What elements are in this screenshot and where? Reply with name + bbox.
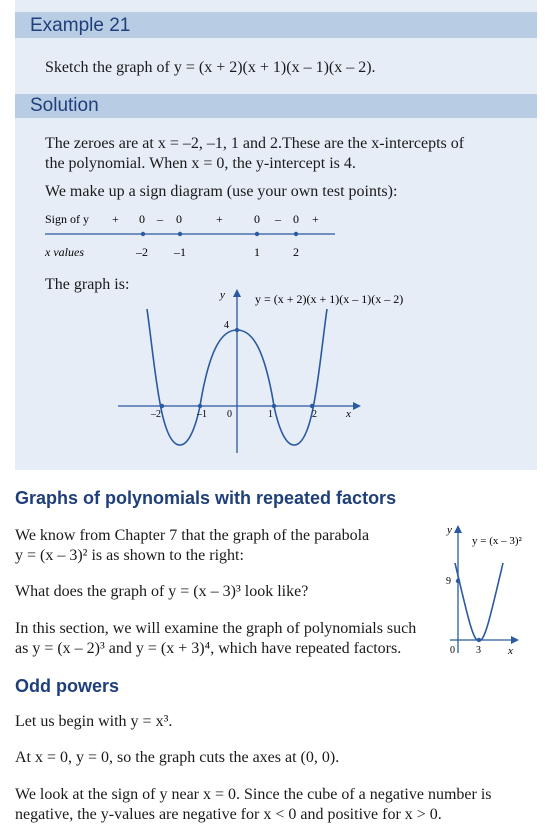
sign-6: 0 [254, 212, 260, 226]
sign-8: 0 [293, 212, 299, 226]
sign-diagram-intro: We make up a sign diagram (use your own test points): [45, 183, 398, 200]
graph1-equation: y = (x + 2)(x + 1)(x – 1)(x – 2) [255, 292, 404, 306]
sign-4: 0 [176, 212, 182, 226]
odd-p3-line2: negative, the y-values are negative for x < 0 and positive for x > 0. [15, 806, 442, 823]
sign-7: – [275, 212, 281, 226]
x-axis-label: x [346, 408, 351, 420]
x-tick-label: 1 [268, 409, 273, 420]
section-p1-line2: y = (x – 3)² is as shown to the right: [15, 547, 244, 564]
y-axis-arrow [233, 289, 241, 297]
graph2-equation: y = (x – 3)² [472, 535, 522, 547]
sign-diagram [40, 206, 340, 266]
x-intercept-dot [310, 404, 314, 408]
origin-label: 0 [450, 645, 455, 656]
y-intercept-label: 9 [446, 576, 451, 587]
example-title: Example 21 [30, 15, 131, 36]
graph-intro: The graph is: [45, 276, 130, 293]
y-intercept-dot [456, 579, 460, 583]
zero-dot [178, 232, 182, 236]
zero-dot [255, 232, 259, 236]
x-axis-arrow [353, 402, 361, 410]
y-intercept-label: 4 [224, 320, 229, 331]
solution-line-1: The zeroes are at x = –2, –1, 1 and 2.These are the x-intercepts of [45, 135, 465, 152]
x-value-1: –2 [136, 245, 148, 259]
section-p1-line1: We know from Chapter 7 that the graph of the parabola [15, 527, 370, 544]
sign-2: 0 [139, 212, 145, 226]
y-axis-arrow [454, 525, 462, 533]
sign-3: – [157, 212, 163, 226]
x-value-4: 2 [293, 245, 299, 259]
sign-1: + [112, 212, 119, 226]
sign-9: + [312, 212, 319, 226]
y-axis-label: y [447, 524, 452, 536]
y-intercept-dot [235, 328, 239, 332]
x-tick-label: 2 [312, 409, 317, 420]
x-tick-label: 3 [476, 645, 481, 656]
quartic-graph [110, 285, 440, 460]
sign-label: Sign of y [45, 212, 90, 226]
zero-dot [141, 232, 145, 236]
x-intercept-dot [160, 404, 164, 408]
odd-p1: Let us begin with y = x³. [15, 713, 173, 730]
x-values-label: x values [45, 245, 84, 259]
parabola-curve [455, 563, 503, 641]
odd-p3-line1: We look at the sign of y near x = 0. Since the cube of a negative number is [15, 786, 492, 803]
section-p3-line1: In this section, we will examine the graph of polynomials such [15, 620, 417, 637]
zero-dot [294, 232, 298, 236]
section-heading: Graphs of polynomials with repeated factors [15, 488, 397, 508]
example-problem: Sketch the graph of y = (x + 2)(x + 1)(x – 1)(x – 2). [45, 59, 376, 76]
x-intercept-dot [272, 404, 276, 408]
section-p2: What does the graph of y = (x – 3)³ look like? [15, 583, 309, 600]
odd-powers-heading: Odd powers [15, 676, 120, 696]
x-value-3: 1 [254, 245, 260, 259]
x-axis-arrow [511, 636, 519, 644]
y-axis-label: y [220, 289, 225, 301]
solution-line-2: the polynomial. When x = 0, the y-intercept is 4. [45, 155, 356, 172]
sign-5: + [216, 212, 223, 226]
x-axis-label: x [508, 645, 513, 657]
solution-title: Solution [30, 95, 99, 116]
odd-p2: At x = 0, y = 0, so the graph cuts the axes at (0, 0). [15, 749, 340, 766]
parabola-graph [438, 518, 544, 663]
vertex-dot [477, 638, 481, 642]
x-value-2: –1 [174, 245, 186, 259]
x-tick-label: 0 [227, 409, 232, 420]
x-tick-label: –2 [151, 409, 161, 420]
x-intercept-dot [198, 404, 202, 408]
x-tick-label: –1 [197, 409, 207, 420]
section-p3-line2: as y = (x – 2)³ and y = (x + 3)⁴, which have repeated factors. [15, 640, 402, 657]
